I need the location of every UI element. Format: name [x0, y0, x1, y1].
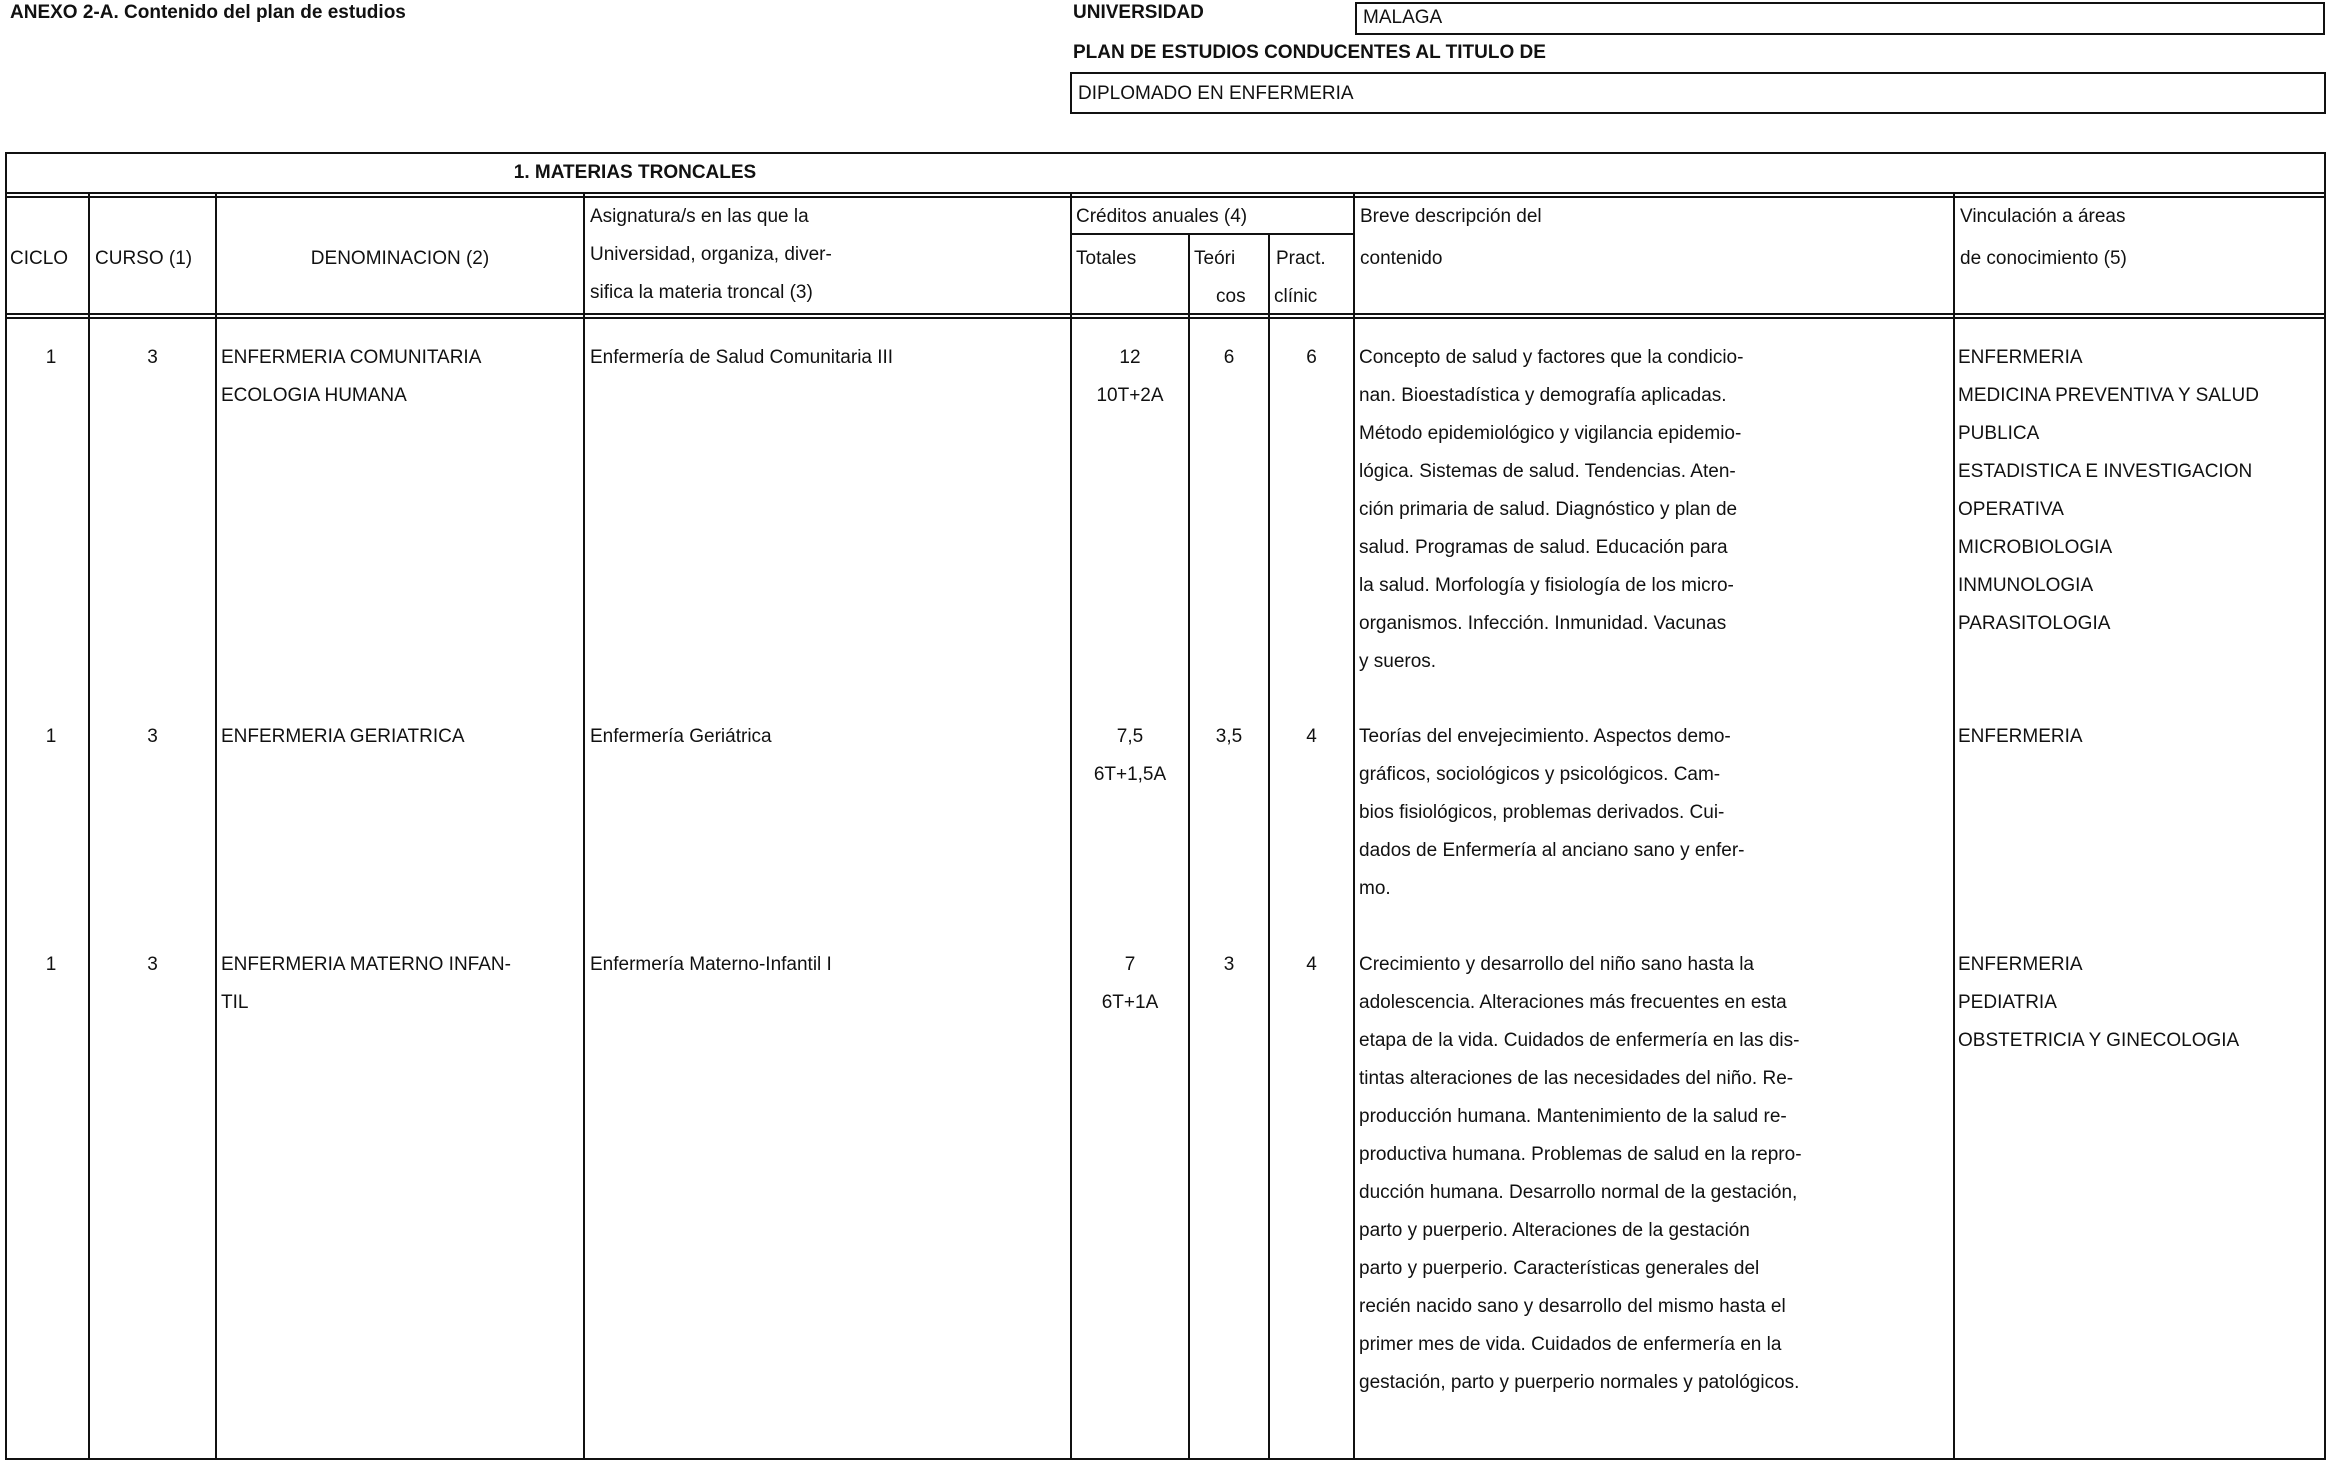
cell-teoricos-line: 6 [1223, 347, 1235, 368]
titulo-field [1070, 72, 2326, 114]
cell-teoricos-line: 3,5 [1215, 726, 1243, 747]
header-ciclo: CICLO [10, 248, 69, 269]
cell-denominacion-line: ECOLOGIA HUMANA [221, 385, 407, 406]
cell-descripcion-line: la salud. Morfología y fisiología de los micro- [1359, 575, 1734, 596]
header-denominacion: DENOMINACION (2) [310, 248, 490, 269]
cell-vinculacion-line: PEDIATRIA [1958, 992, 2057, 1013]
cell-descripcion-line: Método epidemiológico y vigilancia epidemio- [1359, 423, 1742, 444]
cell-descripcion-line: adolescencia. Alteraciones más frecuentes en esta [1359, 992, 1787, 1013]
cell-asignatura-line: Enfermería Materno-Infantil I [590, 954, 832, 975]
divider [1353, 194, 1355, 1460]
divider [1188, 234, 1190, 1460]
cell-vinculacion [1958, 339, 2259, 643]
cell-practicos-line: 4 [1306, 954, 1317, 975]
header-descripcion-2: contenido [1360, 248, 1443, 269]
cell-curso-line: 3 [147, 954, 158, 975]
section-title: 1. MATERIAS TRONCALES [513, 162, 757, 183]
cell-descripcion-line: parto y puerperio. Características generales del [1359, 1258, 1760, 1279]
cell-vinculacion-line: MEDICINA PREVENTIVA Y SALUD [1958, 385, 2259, 406]
header-creditos: Créditos anuales (4) [1076, 206, 1248, 227]
cell-teoricos-line: 3 [1223, 954, 1235, 975]
cell-totales [1072, 946, 1188, 1022]
cell-descripcion-line: ducción humana. Desarrollo normal de la gestación, [1359, 1182, 1798, 1203]
cell-vinculacion-line: INMUNOLOGIA [1958, 575, 2094, 596]
header-practicos: Pract. [1276, 248, 1326, 269]
header-curso: CURSO (1) [95, 248, 193, 269]
cell-descripcion-line: gráficos, sociológicos y psicológicos. Cam- [1359, 764, 1721, 785]
cell-curso-line: 3 [147, 726, 158, 747]
cell-vinculacion-line: ENFERMERIA [1958, 726, 2083, 747]
cell-asignatura [590, 946, 832, 984]
header-vinculacion-2: de conocimiento (5) [1960, 248, 2127, 269]
cell-practicos-line: 6 [1306, 347, 1317, 368]
cell-asignatura [590, 339, 893, 377]
cell-descripcion-line: Concepto de salud y factores que la condicio- [1359, 347, 1744, 368]
cell-vinculacion-line: OPERATIVA [1958, 499, 2064, 520]
divider [1953, 194, 1955, 1460]
cell-curso [90, 946, 215, 984]
cell-descripcion-line: mo. [1359, 878, 1391, 899]
cell-vinculacion-line: ENFERMERIA [1958, 954, 2083, 975]
cell-ciclo [10, 946, 92, 984]
cell-descripcion [1359, 946, 1802, 1402]
divider [1268, 234, 1270, 1460]
cell-vinculacion-line: ENFERMERIA [1958, 347, 2083, 368]
cell-ciclo-line: 1 [45, 726, 57, 747]
cell-totales [1072, 339, 1188, 415]
header-teoricos: Teóri [1194, 248, 1236, 269]
cell-descripcion-line: dados de Enfermería al anciano sano y enfer- [1359, 840, 1745, 861]
cell-ciclo-line: 1 [45, 954, 57, 975]
universidad-value: MALAGA [1363, 7, 1443, 28]
cell-teoricos [1190, 718, 1268, 756]
cell-vinculacion-line: MICROBIOLOGIA [1958, 537, 2113, 558]
divider [5, 313, 2326, 315]
cell-descripcion-line: y sueros. [1359, 651, 1437, 672]
cell-descripcion [1359, 718, 1745, 908]
cell-practicos-line: 4 [1306, 726, 1317, 747]
cell-practicos [1270, 339, 1353, 377]
cell-vinculacion [1958, 718, 2083, 756]
header-asignatura-line: Asignatura/s en las que la [590, 206, 809, 227]
divider [215, 194, 217, 1460]
cell-denominacion-line: ENFERMERIA COMUNITARIA [221, 347, 482, 368]
cell-vinculacion-line: PARASITOLOGIA [1958, 613, 2111, 634]
titulo-value: DIPLOMADO EN ENFERMERIA [1078, 83, 1354, 104]
cell-denominacion [221, 718, 465, 756]
cell-descripcion [1359, 339, 1743, 681]
cell-ciclo [10, 718, 92, 756]
cell-descripcion-line: parto y puerperio. Alteraciones de la gestación [1359, 1220, 1750, 1241]
cell-descripcion-line: bios fisiológicos, problemas derivados. Cui- [1359, 802, 1725, 823]
cell-curso-line: 3 [147, 347, 158, 368]
cell-practicos [1270, 946, 1353, 984]
cell-descripcion-line: productiva humana. Problemas de salud en la repro- [1359, 1144, 1802, 1165]
header-vinculacion: Vinculación a áreas [1960, 206, 2126, 227]
cell-descripcion-line: tintas alteraciones de las necesidades del niño. Re- [1359, 1068, 1794, 1089]
cell-ciclo-line: 1 [45, 347, 57, 368]
header-teoricos-2: cos [1216, 286, 1246, 307]
cell-asignatura-line: Enfermería de Salud Comunitaria III [590, 347, 894, 368]
divider [583, 194, 585, 1460]
header-practicos-2: clínic [1274, 286, 1318, 307]
cell-denominacion [221, 339, 481, 415]
header-asignatura-line: sifica la materia troncal (3) [590, 282, 813, 303]
cell-totales-line: 7,5 [1116, 726, 1144, 747]
header-asignatura-line: Universidad, organiza, diver- [590, 244, 832, 265]
cell-totales [1072, 718, 1188, 794]
divider [5, 317, 2326, 319]
cell-descripcion-line: lógica. Sistemas de salud. Tendencias. Aten- [1359, 461, 1736, 482]
cell-totales-line: 12 [1119, 347, 1141, 368]
cell-descripcion-line: organismos. Infección. Inmunidad. Vacunas [1359, 613, 1727, 634]
header-totales: Totales [1076, 248, 1137, 269]
divider [5, 192, 2326, 194]
cell-denominacion-line: ENFERMERIA GERIATRICA [221, 726, 465, 747]
cell-descripcion-line: producción humana. Mantenimiento de la salud re- [1359, 1106, 1787, 1127]
cell-descripcion-line: ción primaria de salud. Diagnóstico y plan de [1359, 499, 1738, 520]
cell-totales-line: 7 [1124, 954, 1136, 975]
cell-totales-line: 6T+1,5A [1093, 764, 1167, 785]
cell-vinculacion-line: PUBLICA [1958, 423, 2040, 444]
cell-totales-line: 10T+2A [1096, 385, 1164, 406]
cell-descripcion-line: Teorías del envejecimiento. Aspectos demo- [1359, 726, 1731, 747]
cell-descripcion-line: Crecimiento y desarrollo del niño sano hasta la [1359, 954, 1754, 975]
header-descripcion: Breve descripción del [1360, 206, 1542, 227]
cell-vinculacion-line: OBSTETRICIA Y GINECOLOGIA [1958, 1030, 2240, 1051]
cell-asignatura [590, 718, 772, 756]
cell-descripcion-line: nan. Bioestadística y demografía aplicadas. [1359, 385, 1727, 406]
cell-ciclo [10, 339, 92, 377]
cell-teoricos [1190, 339, 1268, 377]
cell-descripcion-line: recién nacido sano y desarrollo del mismo hasta el [1359, 1296, 1786, 1317]
divider [88, 194, 90, 1460]
annex-title: ANEXO 2-A. Contenido del plan de estudios [10, 2, 406, 23]
cell-denominacion-line: ENFERMERIA MATERNO INFAN- [221, 954, 511, 975]
cell-totales-line: 6T+1A [1101, 992, 1159, 1013]
universidad-field [1355, 2, 2325, 35]
cell-practicos [1270, 718, 1353, 756]
header-asignatura [590, 198, 832, 312]
cell-vinculacion-line: ESTADISTICA E INVESTIGACION [1958, 461, 2253, 482]
plan-label: PLAN DE ESTUDIOS CONDUCENTES AL TITULO DE [1073, 42, 1546, 63]
cell-vinculacion [1958, 946, 2239, 1060]
cell-descripcion-line: gestación, parto y puerperio normales y patológicos. [1359, 1372, 1800, 1393]
universidad-label: UNIVERSIDAD [1073, 2, 1204, 23]
cell-asignatura-line: Enfermería Geriátrica [590, 726, 772, 747]
cell-curso [90, 718, 215, 756]
cell-curso [90, 339, 215, 377]
cell-descripcion-line: primer mes de vida. Cuidados de enfermería en la [1359, 1334, 1782, 1355]
cell-denominacion [221, 946, 511, 1022]
cell-descripcion-line: salud. Programas de salud. Educación para [1359, 537, 1728, 558]
cell-denominacion-line: TIL [221, 992, 249, 1013]
cell-descripcion-line: etapa de la vida. Cuidados de enfermería en las dis- [1359, 1030, 1800, 1051]
cell-teoricos [1190, 946, 1268, 984]
